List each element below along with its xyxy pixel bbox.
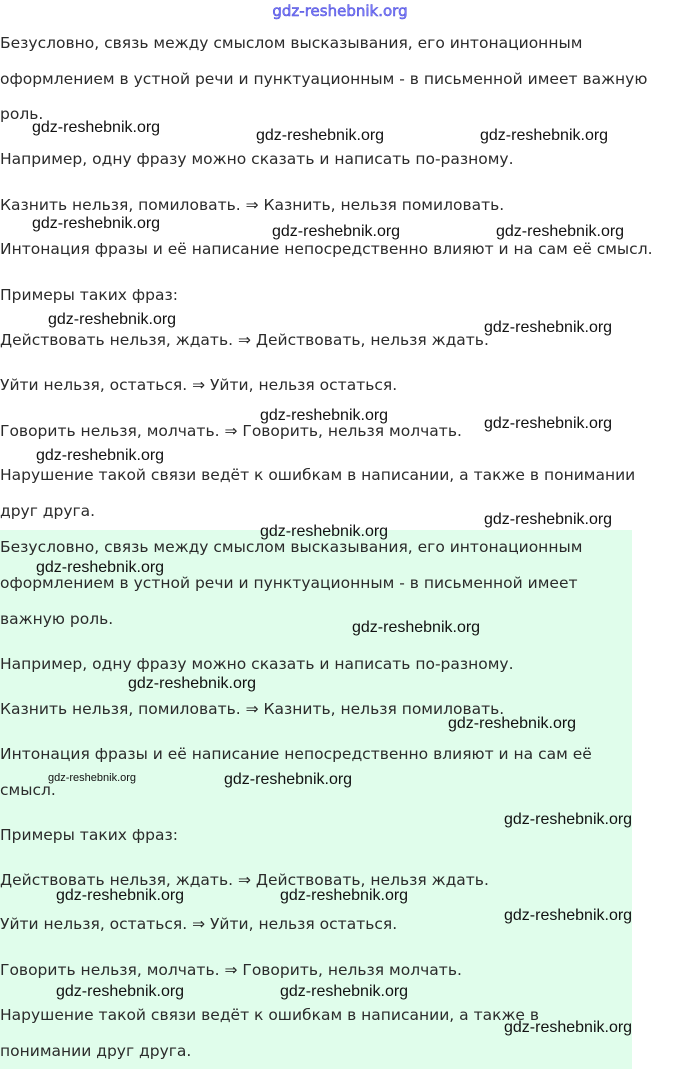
text-line: Действовать нельзя, ждать. ⇒ Действовать, нельзя ждать.: [0, 871, 489, 889]
watermark: gdz-reshebnik.org: [36, 559, 165, 576]
watermark: gdz-reshebnik.org: [56, 983, 185, 1000]
site-header[interactable]: gdz-reshebnik.org: [272, 2, 408, 20]
text-line: Например, одну фразу можно сказать и написать по-разному.: [0, 150, 514, 168]
watermark: gdz-reshebnik.org: [36, 447, 165, 464]
text-line: Интонация фразы и её написание непосредственно влияют и на сам её смысл.: [0, 240, 653, 258]
text-line: Нарушение такой связи ведёт к ошибкам в написании, а также в: [0, 1006, 540, 1024]
text-line: смысл.: [0, 781, 56, 799]
text-line: оформлением в устной речи и пунктуационным - в письменной имеет: [0, 574, 578, 592]
watermark: gdz-reshebnik.org: [48, 311, 177, 328]
text-line: Нарушение такой связи ведёт к ошибкам в написании, а также в понимании: [0, 466, 636, 484]
text-line: Безусловно, связь между смыслом высказывания, его интонационным: [0, 34, 583, 52]
text-line: роль.: [0, 105, 44, 123]
text-line: важную роль.: [0, 610, 114, 628]
watermark: gdz-reshebnik.org: [448, 715, 577, 732]
watermark: gdz-reshebnik.org: [280, 983, 409, 1000]
text-line: Действовать нельзя, ждать. ⇒ Действовать, нельзя ждать.: [0, 331, 489, 349]
watermark: gdz-reshebnik.org: [504, 907, 633, 924]
text-line: Примеры таких фраз:: [0, 826, 178, 844]
text-line: Говорить нельзя, молчать. ⇒ Говорить, нельзя молчать.: [0, 422, 462, 440]
watermark: gdz-reshebnik.org: [260, 523, 389, 540]
watermark: gdz-reshebnik.org: [256, 127, 385, 144]
watermark: gdz-reshebnik.org: [504, 811, 633, 828]
text-line: оформлением в устной речи и пунктуационным - в письменной имеет важную: [0, 70, 648, 88]
watermark: gdz-reshebnik.org: [56, 887, 185, 904]
text-line: понимании друг друга.: [0, 1042, 192, 1060]
watermark: gdz-reshebnik.org: [352, 619, 481, 636]
watermark: gdz-reshebnik.org: [504, 1019, 633, 1036]
watermark: gdz-reshebnik.org: [480, 127, 609, 144]
watermark: gdz-reshebnik.org: [260, 407, 389, 424]
watermark: gdz-reshebnik.org: [128, 675, 257, 692]
watermark: gdz-reshebnik.org: [224, 771, 353, 788]
text-line: Примеры таких фраз:: [0, 286, 178, 304]
watermark: gdz-reshebnik.org: [484, 415, 613, 432]
text-line: Например, одну фразу можно сказать и написать по-разному.: [0, 655, 514, 673]
text-line: друг друга.: [0, 502, 96, 520]
text-line: Интонация фразы и её написание непосредственно влияют и на сам её: [0, 745, 592, 763]
watermark: gdz-reshebnik.org: [32, 119, 161, 136]
text-line: Казнить нельзя, помиловать. ⇒ Казнить, нельзя помиловать.: [0, 196, 505, 214]
watermark: gdz-reshebnik.org: [484, 511, 613, 528]
watermark: gdz-reshebnik.org: [48, 772, 137, 784]
text-line: Уйти нельзя, остаться. ⇒ Уйти, нельзя остаться.: [0, 915, 398, 933]
text-line: Безусловно, связь между смыслом высказывания, его интонационным: [0, 538, 583, 556]
watermark: gdz-reshebnik.org: [496, 223, 625, 240]
text-line: Говорить нельзя, молчать. ⇒ Говорить, нельзя молчать.: [0, 961, 462, 979]
watermark: gdz-reshebnik.org: [484, 319, 613, 336]
watermark: gdz-reshebnik.org: [272, 223, 401, 240]
watermark: gdz-reshebnik.org: [32, 215, 161, 232]
text-line: Казнить нельзя, помиловать. ⇒ Казнить, нельзя помиловать.: [0, 700, 505, 718]
text-line: Уйти нельзя, остаться. ⇒ Уйти, нельзя остаться.: [0, 376, 398, 394]
watermark: gdz-reshebnik.org: [280, 887, 409, 904]
